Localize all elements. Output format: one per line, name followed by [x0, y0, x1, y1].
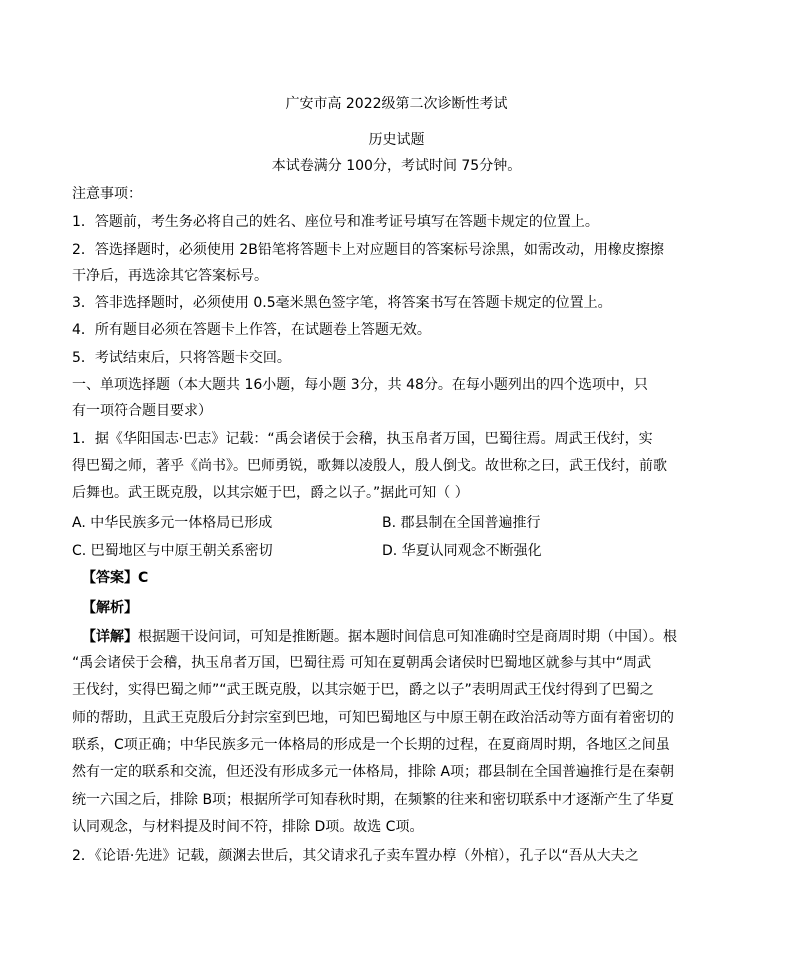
note-item: 干净后，再选涂其它答案标号。 [72, 268, 268, 284]
question-stem: 2．《论语·先进》记载，颜渊去世后，其父请求孔子卖车置办椁（外棺），孔子以“吾从大夫之 [72, 848, 639, 864]
explanation-line: 然有一定的联系和交流，但还没有形成多元一体格局，排除 A项；郡县制在全国普遍推行是在秦朝 [72, 764, 675, 780]
note-item: 2．答选择题时，必须使用 2B铅笔将答题卡上对应题目的答案标号涂黑，如需改动，用橡皮擦擦 [72, 242, 664, 258]
option-b: B. 郡县制在全国普遍推行 [382, 515, 541, 531]
note-item: 3．答非选择题时，必须使用 0.5毫米黑色签字笔，将答案书写在答题卡规定的位置上。 [72, 295, 612, 311]
exam-title: 广安市高 2022级第二次诊断性考试 [285, 96, 508, 112]
question-stem: 得巴蜀之师，著乎《尚书》。巴师勇锐，歌舞以凌殷人，殷人倒戈。故世称之曰，武王伐纣，前歌 [72, 458, 667, 474]
question-stem: 1．据《华阳国志·巴志》记载：“禹会诸侯于会稽，执玉帛者万国，巴蜀往焉。周武王伐纣，实 [72, 431, 653, 447]
question-stem: 后舞也。武王既克殷，以其宗姬于巴，爵之以子。”据此可知（ ） [72, 485, 469, 501]
option-a: A. 中华民族多元一体格局已形成 [72, 515, 273, 531]
exam-info: 本试卷满分 100分，考试时间 75分钟。 [271, 158, 522, 174]
detail-label: 【详解】 [82, 629, 138, 645]
section-title: 一、单项选择题（本大题共 16小题，每小题 3分，共 48分。在每小题列出的四个选项中，只 [72, 377, 648, 393]
explanation-line [82, 627, 722, 647]
explanation-line: 王伐纣，实得巴蜀之师”“武王既克殷，以其宗姬于巴，爵之以子”表明周武王伐纣得到了巴蜀之 [72, 682, 654, 698]
explanation-line: 认同观念，与材料提及时间不符，排除 D项。故选 C项。 [72, 819, 424, 835]
answer-label: 【答案】C [82, 570, 149, 586]
subject-title: 历史试题 [368, 132, 425, 148]
analysis-label: 【解析】 [82, 600, 138, 616]
note-item: 5．考试结束后，只将答题卡交回。 [72, 350, 291, 366]
note-item: 4．所有题目必须在答题卡上作答，在试题卷上答题无效。 [72, 322, 431, 338]
note-item: 1．答题前，考生务必将自己的姓名、座位号和准考证号填写在答题卡规定的位置上。 [72, 214, 599, 230]
explanation-line: 统一六国之后，排除 B项；根据所学可知春秋时期，在频繁的往来和密切联系中才逐渐产生了华夏 [72, 792, 675, 808]
notes-heading: 注意事项： [72, 186, 142, 202]
explanation-line: “禹会诸侯于会稽，执玉帛者万国，巴蜀往焉 可知在夏朝禹会诸侯时巴蜀地区就参与其中“周武 [72, 655, 651, 671]
explanation-text: 根据题干设问词，可知是推断题。据本题时间信息可知准确时空是商周时期（中国）。根 [138, 629, 677, 645]
explanation-line: 师的帮助，且武王克殷后分封宗室到巴地，可知巴蜀地区与中原王朝在政治活动等方面有着密切的 [72, 710, 674, 726]
option-d: D. 华夏认同观念不断强化 [382, 543, 542, 559]
explanation-line: 联系，C项正确；中华民族多元一体格局的形成是一个长期的过程，在夏商周时期，各地区之间虽 [72, 737, 670, 753]
option-c: C. 巴蜀地区与中原王朝关系密切 [72, 543, 273, 559]
section-title: 有一项符合题目要求） [72, 403, 212, 419]
